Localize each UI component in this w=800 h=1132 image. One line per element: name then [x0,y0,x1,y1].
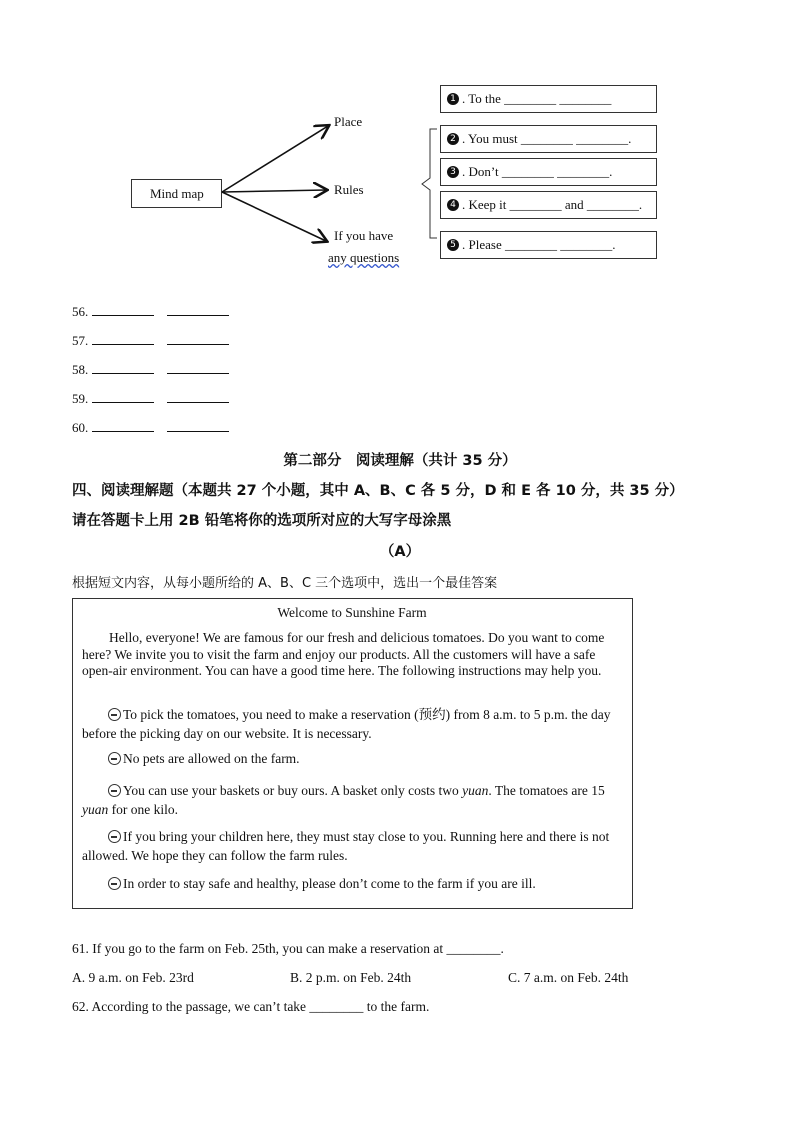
rule-5-text: In order to stay safe and healthy, please don’t come to the farm if you are ill. [123,876,536,891]
rule-box-5 [440,231,657,259]
rule-box-3 [440,158,657,186]
answer-line-56 [72,304,229,320]
rule-box-3-text: . Don’t ________ ________. [462,164,613,179]
rule-box-2 [440,125,657,153]
rule-3-text-a: You can use your baskets or buy ours. A basket only costs two [123,783,463,798]
rule-3-text-c: . The tomatoes are 15 [488,783,605,798]
answer-line-60 [72,420,229,436]
passage-intro [82,630,622,680]
branch-rules: Rules [334,182,364,197]
answer-line-57 [72,333,229,349]
rule-paragraph-2 [82,751,622,768]
section-heading: 四、阅读理解题（本题共 27 个小题，其中 A、B、C 各 5 分，D 和 E 各 10 分，共 35 分） [72,483,684,499]
rule-2-text: No pets are allowed on the farm. [123,751,300,766]
question-61: 61. If you go to the farm on Feb. 25th, you can make a reservation at ________. [72,941,504,956]
subsection-label: （A） [379,544,421,560]
rule-paragraph-3 [82,781,622,819]
answer-number: 58. [72,362,89,377]
directions: 根据短文内容，从每小题所给的 A、B、C 三个选项中，选出一个最佳答案 [72,576,498,591]
branch-questions-2 [328,250,399,266]
branch-place: Place [334,114,363,129]
part-title: 第二部分 阅读理解（共计 35 分） [283,453,517,469]
rule-box-2-text: . You must ________ ________. [462,131,632,146]
rule-box-4 [440,191,657,219]
number-4-badge: 4 [447,199,459,211]
passage-intro-text: Hello, everyone! We are famous for our fresh and delicious tomatoes. Do you want to come here? We invite you to visit the farm and enjoy our products. All the customers will have a safe open-air environment. You can have a good time here. The following instructions may help you. [82,630,605,678]
answer-number: 60. [72,420,89,435]
rule-paragraph-1 [82,705,622,743]
passage-title: Welcome to Sunshine Farm [277,605,427,620]
answer-number: 59. [72,391,89,406]
number-5-badge: 5 [447,239,459,251]
rule-3-yuan-2: yuan [82,802,109,817]
answer-number: 57. [72,333,89,348]
option-61-a: A. 9 a.m. on Feb. 23rd [72,970,194,985]
smiley-icon [108,708,121,721]
answer-number: 56. [72,304,89,319]
rule-box-1 [440,85,657,113]
rule-box-4-text: . Keep it ________ and ________. [462,197,643,212]
rule-box-1-text: . To the ________ ________ [462,91,612,106]
answer-line-58 [72,362,229,378]
question-62: 62. According to the passage, we can’t take ________ to the farm. [72,999,430,1014]
branch-questions-2-text: any questions [328,250,400,265]
smiley-icon [108,877,121,890]
number-3-badge: 3 [447,166,459,178]
rule-3-text-e: for one kilo. [108,802,178,817]
mind-map-center-label: Mind map [150,185,204,201]
rule-1-text: To pick the tomatoes, you need to make a reservation (预约) from 8 a.m. to 5 p.m. the day before the picking day on our website. It is necessary. [82,707,611,741]
option-61-b: B. 2 p.m. on Feb. 24th [290,970,412,985]
branch-questions-1: If you have [334,228,394,243]
smiley-icon [108,784,121,797]
rule-3-yuan-1: yuan [462,783,489,798]
rule-paragraph-4 [82,827,622,865]
smiley-icon [108,752,121,765]
rule-paragraph-5 [82,876,622,893]
number-1-badge: 1 [447,93,459,105]
rule-4-text: If you bring your children here, they must stay close to you. Running here and there is not allowed. We hope they can follow the farm rules. [82,829,610,863]
rule-box-5-text: . Please ________ ________. [462,237,616,252]
smiley-icon [108,830,121,843]
section-instruction: 请在答题卡上用 2B 铅笔将你的选项所对应的大写字母涂黑 [72,513,452,529]
passage-box [72,598,633,909]
option-61-c: C. 7 a.m. on Feb. 24th [508,970,629,985]
number-2-badge: 2 [447,133,459,145]
mind-map-arrows [0,0,800,300]
answer-line-59 [72,391,229,407]
